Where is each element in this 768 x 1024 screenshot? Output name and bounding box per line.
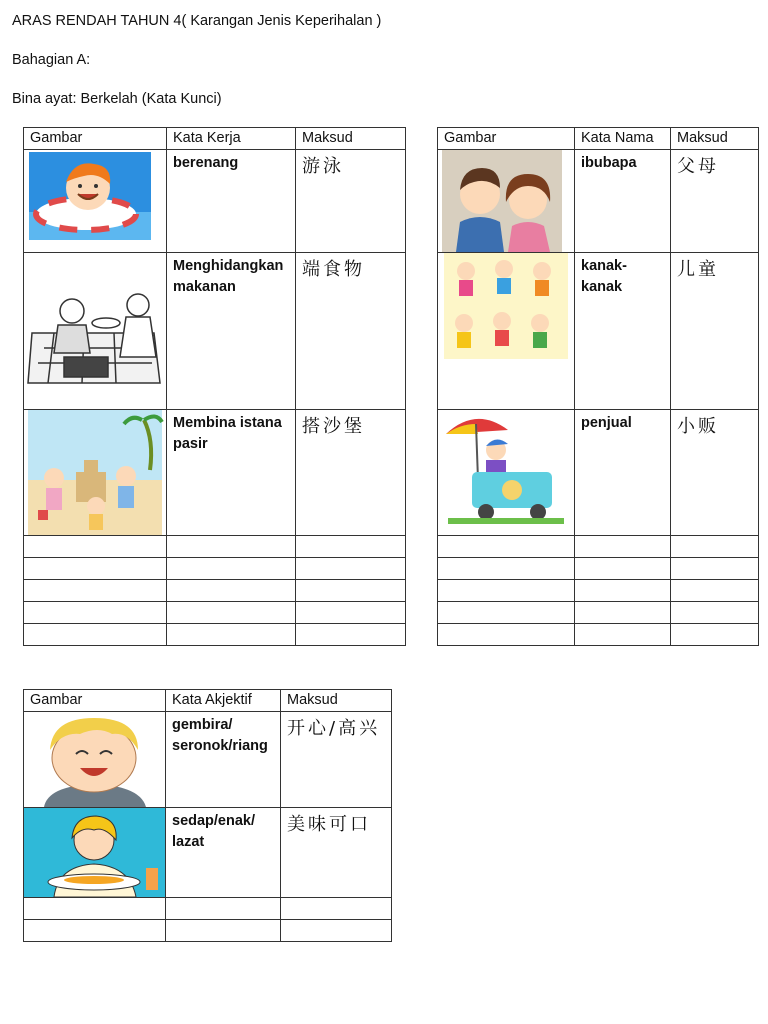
empty-row xyxy=(24,602,406,624)
picture-cell xyxy=(24,712,166,808)
empty-cell xyxy=(438,580,575,602)
empty-cell xyxy=(671,558,759,580)
adjective-word: gembira/ seronok/riang xyxy=(166,712,281,808)
noun-word: ibubapa xyxy=(575,150,671,253)
picture-cell xyxy=(438,253,575,410)
header-kata-akjektif: Kata Akjektif xyxy=(166,690,281,712)
table-row xyxy=(24,410,406,536)
empty-cell xyxy=(575,580,671,602)
empty-cell xyxy=(438,558,575,580)
table-row xyxy=(24,712,392,808)
empty-row xyxy=(438,602,759,624)
empty-row xyxy=(24,898,392,920)
empty-cell xyxy=(671,624,759,646)
adjectives-table xyxy=(23,689,392,942)
children-icon xyxy=(438,253,574,409)
section-label: Bahagian A: xyxy=(12,52,91,68)
picture-cell xyxy=(438,410,575,536)
verb-word: Menghidangkan makanan xyxy=(167,253,296,410)
empty-row xyxy=(438,558,759,580)
empty-cell xyxy=(167,624,296,646)
empty-row xyxy=(438,624,759,646)
empty-cell xyxy=(24,898,166,920)
verb-word: Membina istana pasir xyxy=(167,410,296,536)
empty-cell xyxy=(281,920,392,942)
empty-cell xyxy=(575,536,671,558)
table-row xyxy=(24,253,406,410)
empty-cell xyxy=(671,580,759,602)
empty-cell xyxy=(296,536,406,558)
header-gambar: Gambar xyxy=(24,690,166,712)
sandcastle-icon xyxy=(24,410,166,535)
picture-cell xyxy=(438,150,575,253)
empty-row xyxy=(438,536,759,558)
header-kata-kerja: Kata Kerja xyxy=(167,128,296,150)
empty-cell xyxy=(167,558,296,580)
empty-row xyxy=(24,536,406,558)
picture-cell xyxy=(24,150,167,253)
adjective-word: sedap/enak/ lazat xyxy=(166,808,281,898)
picture-cell xyxy=(24,253,167,410)
empty-cell xyxy=(438,536,575,558)
empty-cell xyxy=(438,624,575,646)
empty-cell xyxy=(24,580,167,602)
empty-cell xyxy=(575,558,671,580)
empty-cell xyxy=(575,602,671,624)
empty-row xyxy=(24,580,406,602)
header-maksud: Maksud xyxy=(671,128,759,150)
empty-cell xyxy=(167,580,296,602)
picture-cell xyxy=(24,410,167,536)
empty-cell xyxy=(671,536,759,558)
page-title: ARAS RENDAH TAHUN 4( Karangan Jenis Keperihalan ) xyxy=(12,13,382,29)
parents-icon xyxy=(438,150,574,252)
noun-meaning: 小贩 xyxy=(671,410,759,536)
table-row xyxy=(24,808,392,898)
empty-cell xyxy=(671,602,759,624)
table-row xyxy=(438,150,759,253)
empty-cell xyxy=(438,602,575,624)
empty-cell xyxy=(167,536,296,558)
eating-girl-icon xyxy=(24,808,165,897)
picture-cell xyxy=(24,808,166,898)
empty-row xyxy=(438,580,759,602)
noun-word: penjual xyxy=(575,410,671,536)
empty-row xyxy=(24,558,406,580)
empty-row xyxy=(24,624,406,646)
empty-cell xyxy=(24,624,167,646)
noun-meaning: 儿童 xyxy=(671,253,759,410)
empty-cell xyxy=(24,536,167,558)
happy-boy-icon xyxy=(24,712,165,807)
instruction-text: Bina ayat: Berkelah (Kata Kunci) xyxy=(12,91,222,107)
empty-cell xyxy=(167,602,296,624)
noun-word: kanak-kanak xyxy=(575,253,671,410)
nouns-table xyxy=(437,127,759,646)
empty-cell xyxy=(24,920,166,942)
adjective-meaning: 美味可口 xyxy=(281,808,392,898)
empty-cell xyxy=(281,898,392,920)
empty-cell xyxy=(24,602,167,624)
verb-meaning: 游泳 xyxy=(296,150,406,253)
noun-meaning: 父母 xyxy=(671,150,759,253)
ice-cream-vendor-icon xyxy=(438,410,574,535)
empty-cell xyxy=(296,602,406,624)
empty-cell xyxy=(296,558,406,580)
verb-meaning: 端食物 xyxy=(296,253,406,410)
header-maksud: Maksud xyxy=(296,128,406,150)
verb-word: berenang xyxy=(167,150,296,253)
picnic-serving-icon xyxy=(24,253,166,409)
empty-cell xyxy=(166,898,281,920)
swimming-kid-icon xyxy=(24,150,166,252)
header-maksud: Maksud xyxy=(281,690,392,712)
header-kata-nama: Kata Nama xyxy=(575,128,671,150)
empty-cell xyxy=(24,558,167,580)
verbs-table xyxy=(23,127,406,646)
header-gambar: Gambar xyxy=(438,128,575,150)
empty-cell xyxy=(296,624,406,646)
empty-cell xyxy=(166,920,281,942)
empty-row xyxy=(24,920,392,942)
empty-cell xyxy=(575,624,671,646)
table-row xyxy=(438,410,759,536)
empty-cell xyxy=(296,580,406,602)
header-gambar: Gambar xyxy=(24,128,167,150)
table-row xyxy=(438,253,759,410)
verb-meaning: 搭沙堡 xyxy=(296,410,406,536)
adjective-meaning: 开心/高兴 xyxy=(281,712,392,808)
table-row xyxy=(24,150,406,253)
